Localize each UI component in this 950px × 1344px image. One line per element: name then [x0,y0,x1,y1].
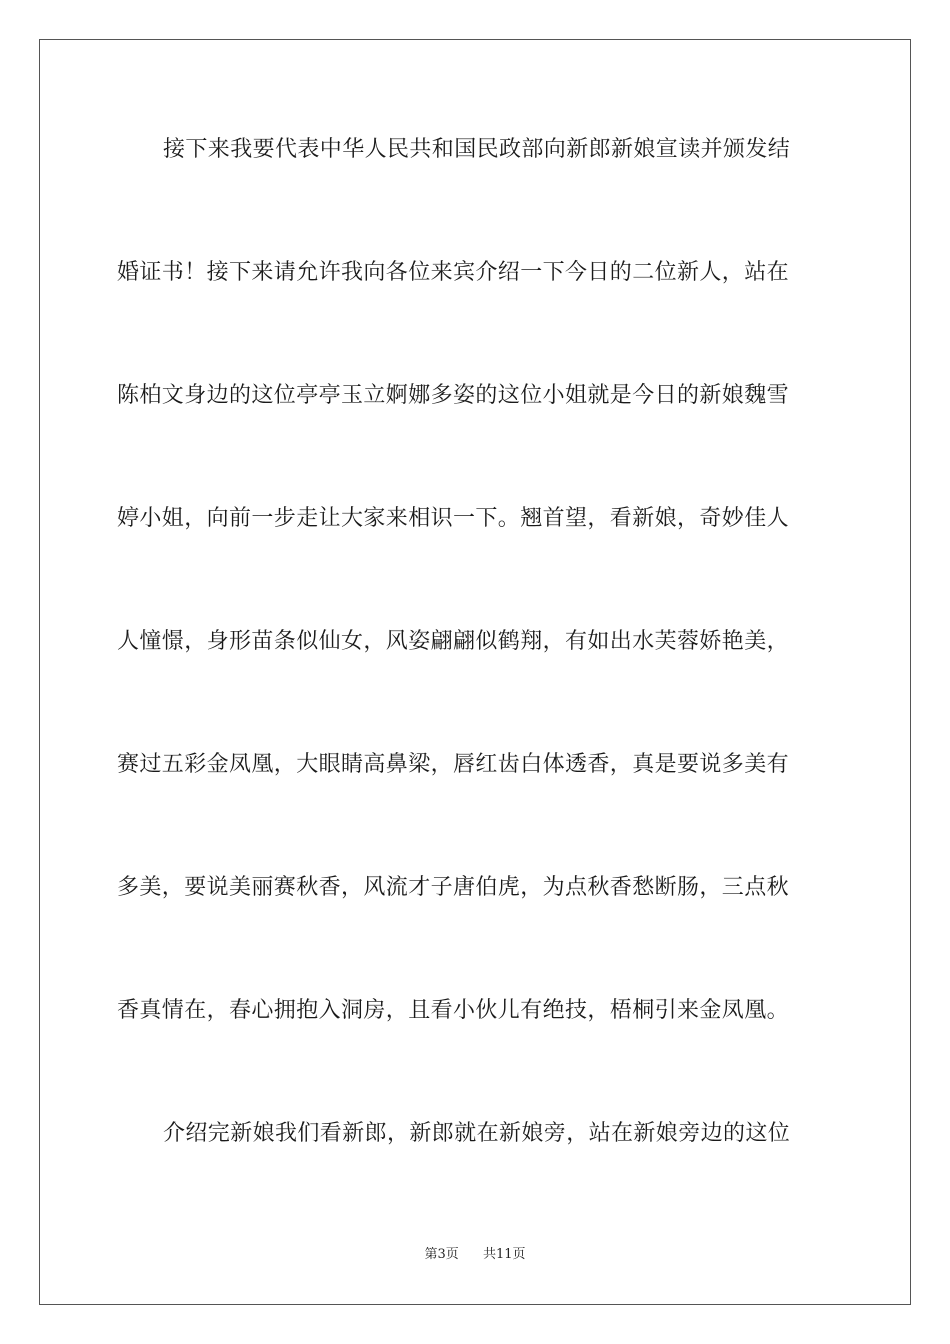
paragraph-line: 婷小姐，向前一步走让大家来相识一下。翘首望，看新娘，奇妙佳人 [117,506,790,531]
current-page-number: 第3页 [424,1247,459,1262]
paragraph-line: 陈柏文身边的这位亭亭玉立婀娜多姿的这位小姐就是今日的新娘魏雪 [117,383,790,408]
paragraph-line: 赛过五彩金凤凰，大眼睛高鼻梁，唇红齿白体透香，真是要说多美有 [117,752,790,777]
paragraph-line: 多美，要说美丽赛秋香，风流才子唐伯虎，为点秋香愁断肠，三点秋 [117,875,790,900]
paragraph-line: 香真情在，春心拥抱入洞房，且看小伙儿有绝技，梧桐引来金凤凰。 [117,998,790,1023]
paragraph-line: 介绍完新娘我们看新郎，新郎就在新娘旁，站在新娘旁边的这位 [163,1121,791,1146]
paragraph-line: 人憧憬，身形苗条似仙女，风姿翩翩似鹤翔，有如出水芙蓉娇艳美， [117,629,790,654]
paragraph-line: 接下来我要代表中华人民共和国民政部向新郎新娘宣读并颁发结 [163,137,791,162]
total-page-count: 共11页 [483,1247,526,1262]
paragraph-line: 婚证书！接下来请允许我向各位来宾介绍一下今日的二位新人，站在 [117,260,790,285]
page-border [39,39,911,1305]
page-footer [0,1246,950,1264]
